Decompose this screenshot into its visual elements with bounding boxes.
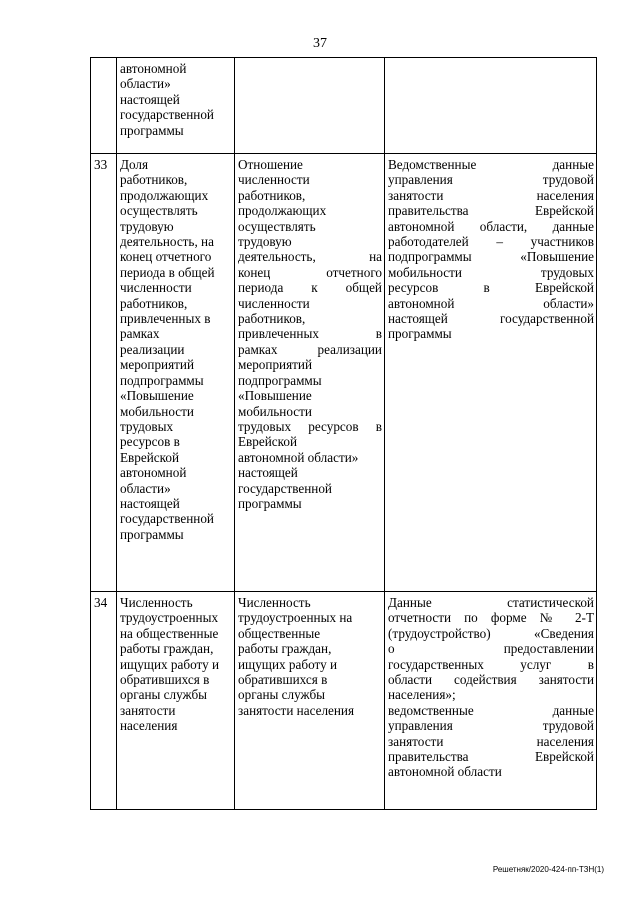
cell-text-line: государственной xyxy=(238,480,332,496)
cell-text-line: автономной области» xyxy=(238,449,359,465)
cell-text-line: численности xyxy=(120,280,192,296)
cell-text-line: ресурсов в xyxy=(120,434,180,450)
cell-text-line: конец отчетного xyxy=(120,249,212,265)
cell-text-line: продолжающих xyxy=(238,203,327,219)
cell-text-line: «Повышение xyxy=(120,388,194,404)
cell-text-line: Данные статистической xyxy=(388,595,594,610)
cell-text-line: автономной xyxy=(120,465,187,481)
cell-text-line: мероприятий xyxy=(120,357,195,373)
indicator-name-cell xyxy=(117,58,235,154)
cell-text-line: трудоустроенных на xyxy=(238,610,353,626)
cell-text-line: деятельность, на xyxy=(120,234,214,250)
cell-text-line: занятости xyxy=(120,702,176,718)
cell-text-line: занятости населения xyxy=(388,187,594,203)
cell-text-line: программы xyxy=(120,526,184,542)
cell-text-line: рамках xyxy=(120,326,160,342)
cell-text-line: численности xyxy=(238,295,310,311)
cell-text-line: правительства Еврейской xyxy=(388,749,594,765)
cell-text-line: Ведомственные данные xyxy=(388,157,594,172)
cell-text-line: трудовую xyxy=(120,218,174,234)
cell-text-line: обратившихся в xyxy=(238,672,328,688)
cell-text-line: государственной xyxy=(120,107,214,123)
cell-text-line: органы службы xyxy=(238,687,326,703)
cell-text-line: государственных услуг в xyxy=(388,656,594,672)
cell-text-line: трудовых xyxy=(120,418,174,434)
cell-text-line: трудовую xyxy=(238,234,292,250)
cell-text-line: работников, xyxy=(120,172,188,188)
cell-text-line: правительства Еврейской xyxy=(388,203,594,219)
row-number xyxy=(91,58,117,154)
cell-text-line: области» xyxy=(120,76,171,92)
table-row xyxy=(91,154,597,592)
cell-text-line: мобильности xyxy=(238,403,312,419)
cell-text-line: автономной области, данные xyxy=(388,218,594,234)
cell-text-line: ресурсов в Еврейской xyxy=(388,280,594,296)
cell-text-line: мобильности трудовых xyxy=(388,264,594,280)
cell-text-line: реализации xyxy=(120,341,185,357)
table-row xyxy=(91,592,597,810)
document-footer-id: Решетняк/2020-424-пп-ТЗН(1) xyxy=(492,865,604,874)
cell-text-line: автономной xyxy=(120,61,187,76)
cell-text-line: настоящей государственной xyxy=(388,311,594,327)
cell-text-line: осуществлять xyxy=(238,218,316,234)
cell-text-line: рамках реализации xyxy=(238,341,382,357)
cell-text-line: государственной xyxy=(120,511,214,527)
cell-text-line: мероприятий xyxy=(238,357,313,373)
cell-text-line: обратившихся в xyxy=(120,672,210,688)
cell-text-line: (трудоустройство) «Сведения xyxy=(388,625,594,641)
cell-text-line: периода к общей xyxy=(238,280,382,296)
data-source-cell xyxy=(385,154,597,592)
indicator-name-cell xyxy=(117,592,235,810)
cell-text-line: на общественные xyxy=(120,625,219,641)
row-number: 33 xyxy=(91,154,117,592)
cell-text-line: подпрограммы xyxy=(120,372,204,388)
cell-text-line: настоящей xyxy=(120,91,180,107)
calculation-method-cell xyxy=(235,154,385,592)
cell-text-line: общественные xyxy=(238,625,321,641)
indicator-name-cell xyxy=(117,154,235,592)
cell-text-line: Отношение xyxy=(238,157,303,172)
cell-text-line: о предоставлении xyxy=(388,641,594,657)
cell-text-line: Численность xyxy=(120,595,193,610)
calculation-method-cell xyxy=(235,592,385,810)
cell-text-line: ищущих работу и xyxy=(238,656,338,672)
cell-text-line: автономной области xyxy=(388,764,502,780)
cell-text-line: программы xyxy=(238,495,302,511)
row-number: 34 xyxy=(91,592,117,810)
cell-text-line: трудоустроенных xyxy=(120,610,219,626)
data-source-cell xyxy=(385,592,597,810)
cell-text-line: программы xyxy=(120,122,184,138)
cell-text-line: «Повышение xyxy=(238,388,312,404)
cell-text-line: подпрограммы «Повышение xyxy=(388,249,594,265)
cell-text-line: ведомственные данные xyxy=(388,702,594,718)
cell-text-line: Доля xyxy=(120,157,149,172)
cell-text-line: области содействия занятости xyxy=(388,672,594,688)
cell-text-line: населения xyxy=(120,718,178,734)
cell-text-line: отчетности по форме № 2-Т xyxy=(388,610,594,626)
calculation-method-cell xyxy=(235,58,385,154)
cell-text-line: работодателей – участников xyxy=(388,234,594,250)
cell-text-line: привлеченных в xyxy=(120,311,211,327)
cell-text-line: работников, xyxy=(238,311,306,327)
cell-text-line: подпрограммы xyxy=(238,372,322,388)
cell-text-line: управления трудовой xyxy=(388,172,594,188)
cell-text-line: настоящей xyxy=(238,465,298,481)
cell-text-line: автономной области» xyxy=(388,295,594,311)
cell-text-line: населения»; xyxy=(388,687,456,703)
cell-text-line: области» xyxy=(120,480,171,496)
cell-text-line: конец отчетного xyxy=(238,264,382,280)
cell-text-line: Еврейской xyxy=(120,449,180,465)
cell-text-line: трудовых ресурсов в xyxy=(238,418,382,434)
cell-text-line: Численность xyxy=(238,595,311,610)
cell-text-line: работников, xyxy=(238,187,306,203)
cell-text-line: осуществлять xyxy=(120,203,198,219)
cell-text-line: работников, xyxy=(120,295,188,311)
cell-text-line: периода в общей xyxy=(120,264,215,280)
cell-text-line: продолжающих xyxy=(120,187,209,203)
cell-text-line: управления трудовой xyxy=(388,718,594,734)
cell-text-line: деятельность, на xyxy=(238,249,382,265)
cell-text-line: программы xyxy=(388,326,452,342)
cell-text-line: занятости населения xyxy=(238,702,355,718)
indicators-table xyxy=(90,57,597,810)
cell-text-line: Еврейской xyxy=(238,434,298,450)
cell-text-line: органы службы xyxy=(120,687,208,703)
cell-text-line: численности xyxy=(238,172,310,188)
cell-text-line: работы граждан, xyxy=(120,641,214,657)
cell-text-line: ищущих работу и xyxy=(120,656,220,672)
cell-text-line: занятости населения xyxy=(388,733,594,749)
cell-text-line: работы граждан, xyxy=(238,641,332,657)
data-source-cell xyxy=(385,58,597,154)
page-number: 37 xyxy=(313,36,327,51)
cell-text-line: привлеченных в xyxy=(238,326,382,342)
cell-text-line: настоящей xyxy=(120,495,180,511)
cell-text-line: мобильности xyxy=(120,403,194,419)
table-row xyxy=(91,58,597,154)
